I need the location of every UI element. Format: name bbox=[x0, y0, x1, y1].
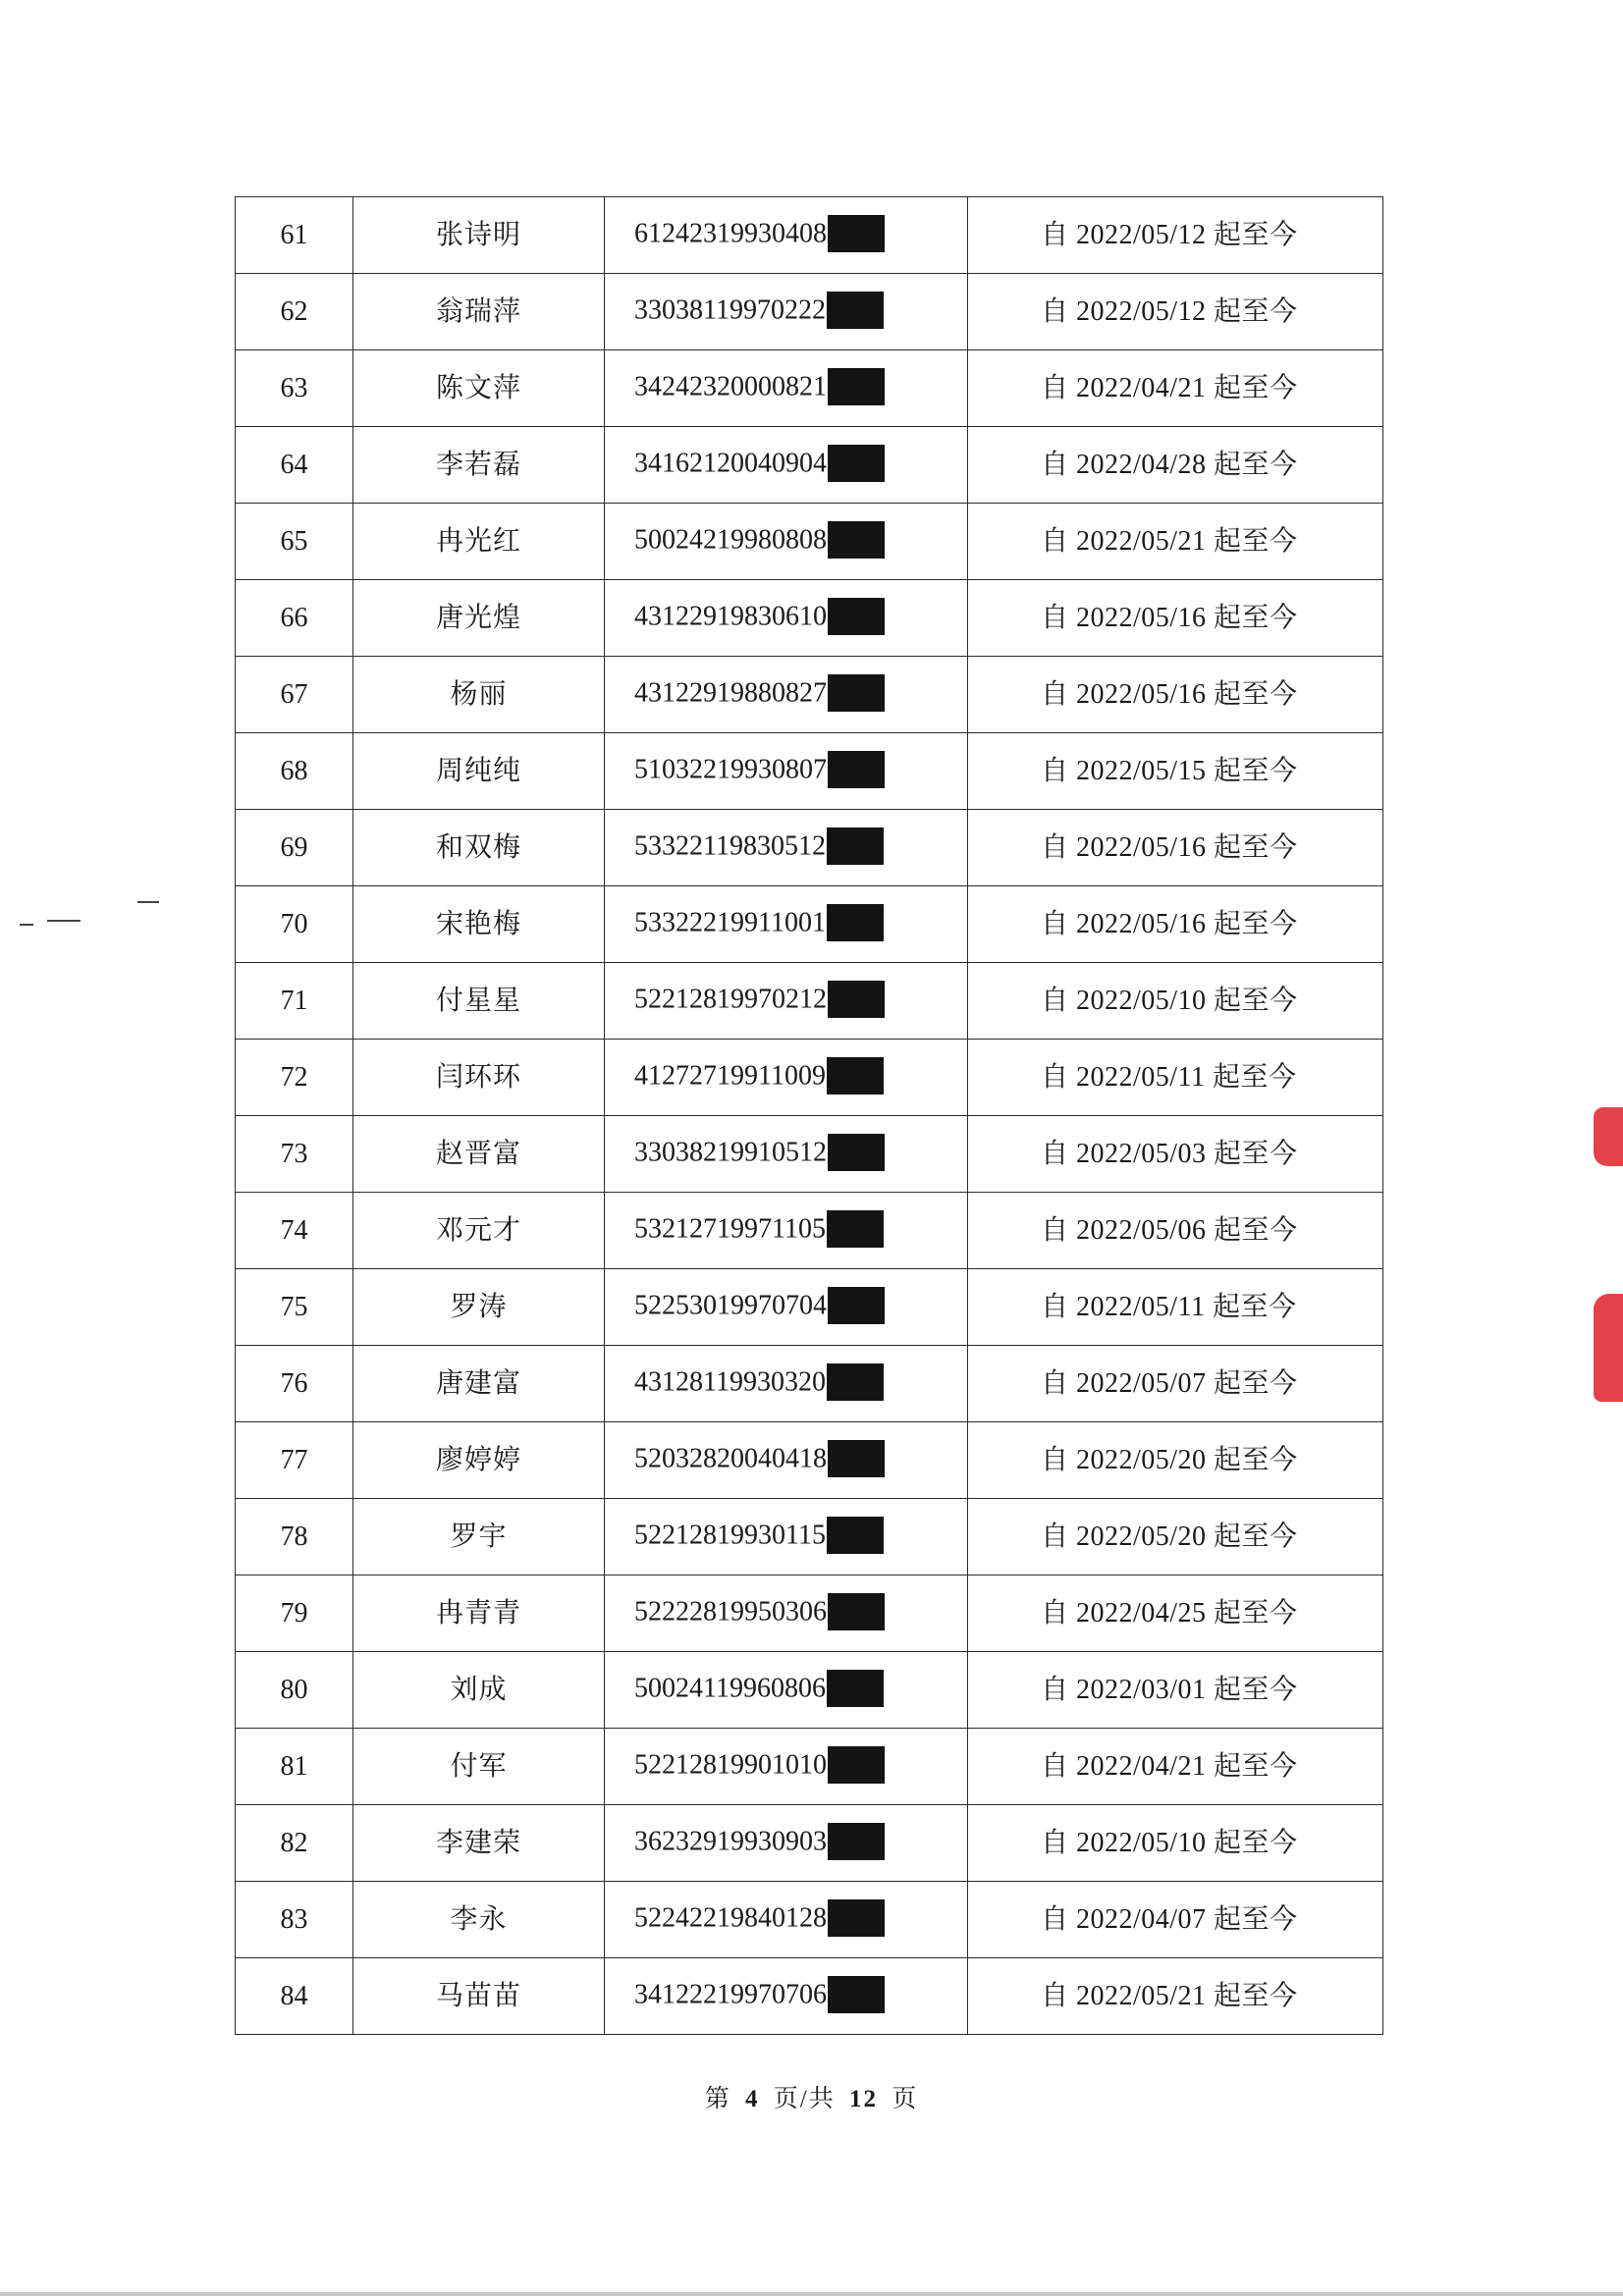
cell-period: 自 2022/05/11 起至今 bbox=[968, 1040, 1383, 1116]
cell-period: 自 2022/05/12 起至今 bbox=[968, 274, 1383, 350]
redaction-block bbox=[828, 981, 885, 1018]
red-seal-fragment bbox=[1594, 1294, 1623, 1402]
table-row bbox=[236, 274, 1383, 350]
cell-period: 自 2022/05/10 起至今 bbox=[968, 963, 1383, 1040]
cell-seq-number: 72 bbox=[236, 1040, 353, 1116]
cell-id-number bbox=[605, 1346, 968, 1422]
footer-prefix: 第 bbox=[704, 2086, 731, 2112]
page-footer bbox=[0, 2079, 1623, 2114]
cell-name: 冉光红 bbox=[353, 504, 605, 580]
cell-period: 自 2022/05/03 起至今 bbox=[968, 1116, 1383, 1193]
cell-name: 张诗明 bbox=[353, 197, 605, 274]
cell-name: 李若磊 bbox=[353, 427, 605, 504]
cell-id-number bbox=[605, 1729, 968, 1805]
redaction-block bbox=[828, 368, 885, 405]
cell-period: 自 2022/05/20 起至今 bbox=[968, 1499, 1383, 1575]
cell-name: 周纯纯 bbox=[353, 733, 605, 810]
table-row bbox=[236, 1269, 1383, 1346]
cell-id-number bbox=[605, 1040, 968, 1116]
roster-body bbox=[236, 197, 1383, 2035]
id-number-text: 33038219910512 bbox=[634, 1136, 827, 1167]
cell-name: 付星星 bbox=[353, 963, 605, 1040]
cell-id-number bbox=[605, 274, 968, 350]
id-number-text: 52212819970212 bbox=[634, 983, 827, 1014]
redaction-block bbox=[828, 1823, 885, 1860]
cell-id-number bbox=[605, 657, 968, 733]
cell-name: 唐建富 bbox=[353, 1346, 605, 1422]
cell-name: 和双梅 bbox=[353, 810, 605, 886]
cell-name: 付军 bbox=[353, 1729, 605, 1805]
id-number-text: 43122919880827 bbox=[634, 676, 827, 708]
total-page-count: 12 bbox=[848, 2086, 878, 2112]
id-number-text: 52212819930115 bbox=[634, 1519, 826, 1550]
table-row bbox=[236, 963, 1383, 1040]
id-number-text: 52222819950306 bbox=[634, 1595, 827, 1627]
cell-id-number bbox=[605, 504, 968, 580]
cell-name: 陈文萍 bbox=[353, 350, 605, 427]
id-number-text: 43128119930320 bbox=[634, 1365, 826, 1397]
cell-name: 翁瑞萍 bbox=[353, 274, 605, 350]
id-number-text: 36232919930903 bbox=[634, 1825, 827, 1856]
cell-period: 自 2022/05/06 起至今 bbox=[968, 1193, 1383, 1269]
cell-seq-number: 79 bbox=[236, 1575, 353, 1652]
redaction-block bbox=[828, 445, 885, 482]
cell-name: 李永 bbox=[353, 1882, 605, 1958]
cell-seq-number: 80 bbox=[236, 1652, 353, 1729]
cell-name: 冉青青 bbox=[353, 1575, 605, 1652]
cell-id-number bbox=[605, 1575, 968, 1652]
scan-speck bbox=[47, 920, 81, 922]
current-page-number: 4 bbox=[745, 2086, 760, 2112]
table-row bbox=[236, 427, 1383, 504]
table-row bbox=[236, 1193, 1383, 1269]
cell-period: 自 2022/05/16 起至今 bbox=[968, 657, 1383, 733]
red-seal-fragment bbox=[1594, 1107, 1623, 1166]
cell-period: 自 2022/05/15 起至今 bbox=[968, 733, 1383, 810]
cell-name: 杨丽 bbox=[353, 657, 605, 733]
cell-id-number bbox=[605, 1193, 968, 1269]
cell-seq-number: 81 bbox=[236, 1729, 353, 1805]
cell-period: 自 2022/05/07 起至今 bbox=[968, 1346, 1383, 1422]
cell-name: 廖婷婷 bbox=[353, 1422, 605, 1499]
cell-seq-number: 67 bbox=[236, 657, 353, 733]
redaction-block bbox=[827, 1517, 884, 1554]
cell-id-number bbox=[605, 1269, 968, 1346]
redaction-block bbox=[828, 215, 885, 252]
cell-seq-number: 82 bbox=[236, 1805, 353, 1882]
cell-period: 自 2022/04/21 起至今 bbox=[968, 1729, 1383, 1805]
table-row bbox=[236, 1882, 1383, 1958]
cell-period: 自 2022/05/10 起至今 bbox=[968, 1805, 1383, 1882]
redaction-block bbox=[828, 521, 885, 559]
id-number-text: 53212719971105 bbox=[634, 1212, 826, 1244]
cell-period: 自 2022/05/21 起至今 bbox=[968, 1958, 1383, 2035]
redaction-block bbox=[827, 1363, 884, 1401]
id-number-text: 34122219970706 bbox=[634, 1978, 827, 2009]
table-row bbox=[236, 1958, 1383, 2035]
table-row bbox=[236, 733, 1383, 810]
table-row bbox=[236, 1422, 1383, 1499]
cell-seq-number: 65 bbox=[236, 504, 353, 580]
cell-name: 罗涛 bbox=[353, 1269, 605, 1346]
cell-period: 自 2022/05/20 起至今 bbox=[968, 1422, 1383, 1499]
redaction-block bbox=[827, 292, 884, 329]
cell-name: 马苗苗 bbox=[353, 1958, 605, 2035]
cell-name: 邓元才 bbox=[353, 1193, 605, 1269]
table-row bbox=[236, 1729, 1383, 1805]
cell-id-number bbox=[605, 197, 968, 274]
scan-speck bbox=[137, 901, 159, 903]
id-number-text: 53322119830512 bbox=[634, 829, 826, 861]
redaction-block bbox=[828, 751, 885, 788]
cell-period: 自 2022/05/16 起至今 bbox=[968, 810, 1383, 886]
cell-id-number bbox=[605, 1882, 968, 1958]
cell-id-number bbox=[605, 1805, 968, 1882]
cell-period: 自 2022/05/21 起至今 bbox=[968, 504, 1383, 580]
cell-seq-number: 71 bbox=[236, 963, 353, 1040]
id-number-text: 34162120040904 bbox=[634, 447, 827, 478]
table-row bbox=[236, 350, 1383, 427]
redaction-block bbox=[828, 1746, 885, 1784]
id-number-text: 41272719911009 bbox=[634, 1059, 826, 1091]
cell-period: 自 2022/05/11 起至今 bbox=[968, 1269, 1383, 1346]
table-row bbox=[236, 810, 1383, 886]
id-number-text: 52253019970704 bbox=[634, 1289, 827, 1320]
table-row bbox=[236, 1499, 1383, 1575]
cell-id-number bbox=[605, 810, 968, 886]
redaction-block bbox=[828, 1976, 885, 2013]
cell-id-number bbox=[605, 1116, 968, 1193]
table-row bbox=[236, 1575, 1383, 1652]
redaction-block bbox=[828, 598, 885, 635]
cell-name: 宋艳梅 bbox=[353, 886, 605, 963]
cell-id-number bbox=[605, 1958, 968, 2035]
redaction-block bbox=[828, 1287, 885, 1324]
roster-table bbox=[235, 196, 1383, 2035]
cell-name: 李建荣 bbox=[353, 1805, 605, 1882]
table-row bbox=[236, 197, 1383, 274]
id-number-text: 34242320000821 bbox=[634, 370, 827, 401]
cell-seq-number: 83 bbox=[236, 1882, 353, 1958]
cell-id-number bbox=[605, 350, 968, 427]
table-row bbox=[236, 1652, 1383, 1729]
id-number-text: 50024119960806 bbox=[634, 1672, 826, 1703]
footer-middle: 页/共 bbox=[773, 2086, 836, 2112]
cell-name: 唐光煌 bbox=[353, 580, 605, 657]
cell-seq-number: 64 bbox=[236, 427, 353, 504]
redaction-block bbox=[827, 1210, 884, 1248]
id-number-text: 51032219930807 bbox=[634, 753, 827, 784]
cell-id-number bbox=[605, 886, 968, 963]
redaction-block bbox=[828, 1440, 885, 1477]
footer-suffix: 页 bbox=[892, 2086, 919, 2112]
cell-name: 刘成 bbox=[353, 1652, 605, 1729]
cell-id-number bbox=[605, 963, 968, 1040]
table-row bbox=[236, 1040, 1383, 1116]
cell-seq-number: 76 bbox=[236, 1346, 353, 1422]
table-row bbox=[236, 504, 1383, 580]
table-row bbox=[236, 1346, 1383, 1422]
cell-id-number bbox=[605, 1499, 968, 1575]
redaction-block bbox=[827, 1670, 884, 1707]
cell-seq-number: 74 bbox=[236, 1193, 353, 1269]
cell-seq-number: 69 bbox=[236, 810, 353, 886]
cell-period: 自 2022/05/16 起至今 bbox=[968, 580, 1383, 657]
redaction-block bbox=[827, 828, 884, 865]
id-number-text: 61242319930408 bbox=[634, 217, 827, 248]
cell-id-number bbox=[605, 580, 968, 657]
cell-seq-number: 61 bbox=[236, 197, 353, 274]
cell-period: 自 2022/05/16 起至今 bbox=[968, 886, 1383, 963]
redaction-block bbox=[828, 1134, 885, 1171]
cell-seq-number: 75 bbox=[236, 1269, 353, 1346]
cell-id-number bbox=[605, 733, 968, 810]
table-row bbox=[236, 886, 1383, 963]
id-number-text: 53322219911001 bbox=[634, 906, 826, 937]
redaction-block bbox=[828, 674, 885, 712]
id-number-text: 43122919830610 bbox=[634, 600, 827, 631]
scan-speck bbox=[20, 924, 33, 926]
table-row bbox=[236, 657, 1383, 733]
cell-seq-number: 70 bbox=[236, 886, 353, 963]
table-row bbox=[236, 1805, 1383, 1882]
cell-period: 自 2022/03/01 起至今 bbox=[968, 1652, 1383, 1729]
cell-period: 自 2022/04/21 起至今 bbox=[968, 350, 1383, 427]
cell-seq-number: 68 bbox=[236, 733, 353, 810]
cell-period: 自 2022/05/12 起至今 bbox=[968, 197, 1383, 274]
cell-seq-number: 73 bbox=[236, 1116, 353, 1193]
cell-period: 自 2022/04/25 起至今 bbox=[968, 1575, 1383, 1652]
cell-period: 自 2022/04/07 起至今 bbox=[968, 1882, 1383, 1958]
cell-name: 赵晋富 bbox=[353, 1116, 605, 1193]
cell-seq-number: 84 bbox=[236, 1958, 353, 2035]
cell-id-number bbox=[605, 1652, 968, 1729]
cell-seq-number: 62 bbox=[236, 274, 353, 350]
cell-id-number bbox=[605, 427, 968, 504]
cell-seq-number: 63 bbox=[236, 350, 353, 427]
id-number-text: 52242219840128 bbox=[634, 1901, 827, 1933]
table-row bbox=[236, 580, 1383, 657]
scan-edge bbox=[0, 2292, 1623, 2296]
redaction-block bbox=[828, 1899, 885, 1937]
redaction-block bbox=[827, 904, 884, 941]
cell-seq-number: 77 bbox=[236, 1422, 353, 1499]
table-row bbox=[236, 1116, 1383, 1193]
cell-seq-number: 78 bbox=[236, 1499, 353, 1575]
id-number-text: 52032820040418 bbox=[634, 1442, 827, 1473]
id-number-text: 52212819901010 bbox=[634, 1748, 827, 1780]
cell-id-number bbox=[605, 1422, 968, 1499]
cell-period: 自 2022/04/28 起至今 bbox=[968, 427, 1383, 504]
redaction-block bbox=[828, 1593, 885, 1630]
id-number-text: 50024219980808 bbox=[634, 523, 827, 555]
cell-name: 罗宇 bbox=[353, 1499, 605, 1575]
id-number-text: 33038119970222 bbox=[634, 294, 826, 325]
redaction-block bbox=[827, 1057, 884, 1095]
cell-name: 闫环环 bbox=[353, 1040, 605, 1116]
cell-seq-number: 66 bbox=[236, 580, 353, 657]
